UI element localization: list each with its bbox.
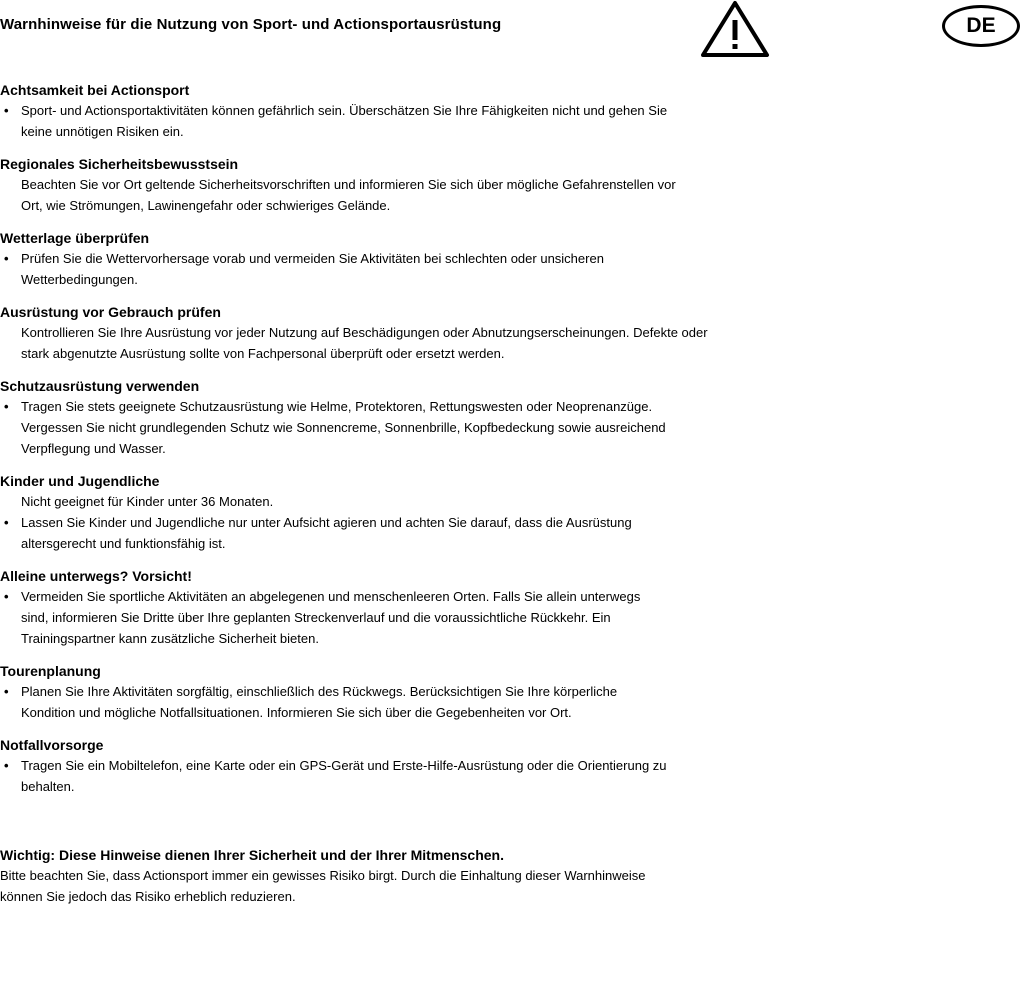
- section-title: Kinder und Jugendliche: [0, 473, 160, 489]
- paragraph-line: Ort, wie Strömungen, Lawinengefahr oder schwieriges Gelände.: [21, 198, 391, 213]
- section-gap: [0, 797, 1024, 809]
- bullet-text: Planen Sie Ihre Aktivitäten sorgfältig, einschließlich des Rückwegs. Berücksichtigen Sie Ihre körperliche: [21, 684, 618, 699]
- section-title: Ausrüstung vor Gebrauch prüfen: [0, 304, 221, 320]
- paragraph-line: Beachten Sie vor Ort geltende Sicherheitsvorschriften und informieren Sie sich über mögliche Gefahrenstellen vor: [21, 177, 676, 192]
- bullet-item: [0, 248, 1024, 269]
- bullet-text: sind, informieren Sie Dritte über Ihre geplanten Streckenverlauf und die voraussichtliche Rückkehr. Ein: [21, 610, 611, 625]
- bullet-item: [0, 755, 1024, 776]
- bullet-continuation: [0, 702, 1024, 723]
- bullet-continuation: [0, 269, 1024, 290]
- bullet-text: Kondition und mögliche Notfallsituationen. Informieren Sie sich über die Gegebenheiten vor Ort.: [21, 705, 572, 720]
- bullet-continuation: [0, 607, 1024, 628]
- bullet-item: [0, 396, 1024, 417]
- bullet-text: Vermeiden Sie sportliche Aktivitäten an abgelegenen und menschenleeren Orten. Falls Sie allein unterwegs: [21, 589, 641, 604]
- section-title: Tourenplanung: [0, 663, 101, 679]
- paragraph-line: Kontrollieren Sie Ihre Ausrüstung vor jeder Nutzung auf Beschädigungen oder Abnutzungserscheinungen. Defekte oder: [21, 325, 708, 340]
- language-badge: DE: [942, 5, 1020, 47]
- bullet-marker: •: [4, 103, 9, 118]
- paragraph-line: stark abgenutzte Ausrüstung sollte von Fachpersonal überprüft oder ersetzt werden.: [21, 346, 505, 361]
- section-title: Wetterlage überprüfen: [0, 230, 150, 246]
- section-title: Achtsamkeit bei Actionsport: [0, 82, 190, 98]
- bullet-text: Tragen Sie ein Mobiltelefon, eine Karte oder ein GPS-Gerät und Erste-Hilfe-Ausrüstung oder die Orientierung zu: [21, 758, 667, 773]
- section: [0, 80, 1024, 142]
- bullet-text: Prüfen Sie die Wettervorhersage vorab und vermeiden Sie Aktivitäten bei schlechten oder unsicheren: [21, 251, 604, 266]
- section-gap: [0, 554, 1024, 566]
- warning-content: [0, 80, 1024, 907]
- section-gap: [0, 290, 1024, 302]
- header: [0, 0, 1024, 60]
- bullet-text: Sport- und Actionsportaktivitäten können gefährlich sein. Überschätzen Sie Ihre Fähigkeiten nicht und gehen Sie: [21, 103, 668, 118]
- bullet-text: keine unnötigen Risiken ein.: [21, 124, 184, 139]
- footer-line: Bitte beachten Sie, dass Actionsport immer ein gewisses Risiko birgt. Durch die Einhaltung dieser Warnhinweise: [0, 868, 646, 883]
- section-title: Regionales Sicherheitsbewusstsein: [0, 156, 239, 172]
- footer-line: können Sie jedoch das Risiko erheblich reduzieren.: [0, 889, 296, 904]
- section: [0, 471, 1024, 554]
- warning-triangle-icon: [700, 0, 770, 58]
- section: [0, 661, 1024, 723]
- bullet-text: Wetterbedingungen.: [21, 272, 138, 287]
- bullet-text: Trainingspartner kann zusätzliche Sicherheit bieten.: [21, 631, 319, 646]
- section-gap: [0, 142, 1024, 154]
- bullet-marker: •: [4, 684, 9, 699]
- bullet-marker: •: [4, 758, 9, 773]
- bullet-text: behalten.: [21, 779, 75, 794]
- paragraph-line: Nicht geeignet für Kinder unter 36 Monaten.: [21, 494, 274, 509]
- footer-title: Wichtig: Diese Hinweise dienen Ihrer Sicherheit und der Ihrer Mitmenschen.: [0, 847, 504, 863]
- bullet-continuation: [0, 121, 1024, 142]
- bullet-marker: •: [4, 399, 9, 414]
- section: [0, 566, 1024, 649]
- section: [0, 735, 1024, 797]
- footer-gap: [0, 809, 1024, 845]
- footer-note: [0, 845, 1024, 907]
- bullet-marker: •: [4, 251, 9, 266]
- section: [0, 302, 1024, 364]
- bullet-text: Vergessen Sie nicht grundlegenden Schutz wie Sonnencreme, Sonnenbrille, Kopfbedeckung sowie ausreichend: [21, 420, 666, 435]
- bullet-marker: •: [4, 589, 9, 604]
- section-title: Notfallvorsorge: [0, 737, 104, 753]
- bullet-continuation: [0, 776, 1024, 797]
- bullet-text: Tragen Sie stets geeignete Schutzausrüstung wie Helme, Protektoren, Rettungswesten oder Neoprenanzüge.: [21, 399, 653, 414]
- section: [0, 228, 1024, 290]
- bullet-text: Lassen Sie Kinder und Jugendliche nur unter Aufsicht agieren und achten Sie darauf, dass die Ausrüstung: [21, 515, 632, 530]
- bullet-text: Verpflegung und Wasser.: [21, 441, 166, 456]
- section: [0, 376, 1024, 459]
- bullet-continuation: [0, 533, 1024, 554]
- bullet-continuation: [0, 417, 1024, 438]
- section: [0, 154, 1024, 216]
- bullet-text: altersgerecht und funktionsfähig ist.: [21, 536, 226, 551]
- bullet-item: [0, 681, 1024, 702]
- bullet-item: [0, 586, 1024, 607]
- page-title: Warnhinweise für die Nutzung von Sport- und Actionsportausrüstung: [0, 16, 502, 33]
- section-gap: [0, 649, 1024, 661]
- bullet-item: [0, 100, 1024, 121]
- section-title: Alleine unterwegs? Vorsicht!: [0, 568, 192, 584]
- section-title: Schutzausrüstung verwenden: [0, 378, 200, 394]
- section-gap: [0, 723, 1024, 735]
- section-gap: [0, 364, 1024, 376]
- section-gap: [0, 459, 1024, 471]
- bullet-continuation: [0, 628, 1024, 649]
- bullet-item: [0, 512, 1024, 533]
- bullet-continuation: [0, 438, 1024, 459]
- section-gap: [0, 216, 1024, 228]
- bullet-marker: •: [4, 515, 9, 530]
